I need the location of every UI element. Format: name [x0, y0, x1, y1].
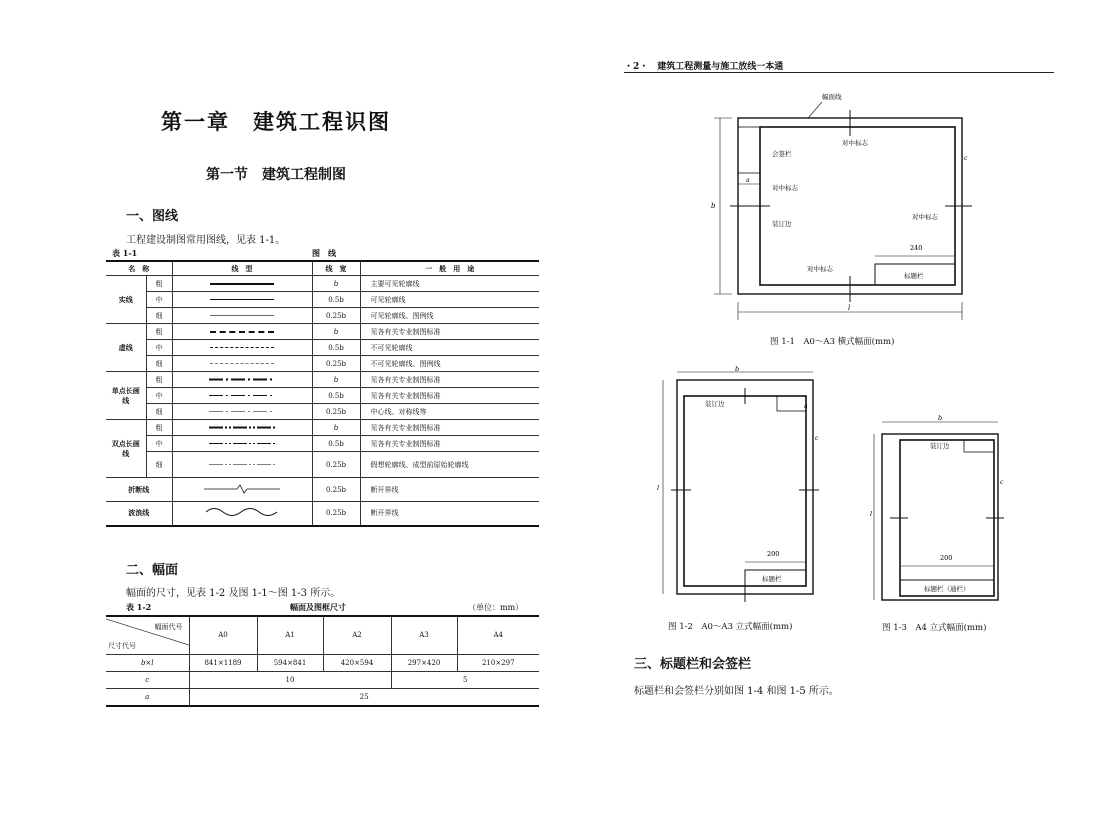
- table2-caption-id: 表 1-2: [126, 602, 152, 612]
- width-cell: 0.25b: [312, 502, 360, 526]
- right-page: [552, 0, 1104, 821]
- use-cell: 见各有关专业制图标准: [360, 436, 539, 452]
- solid-thick-line: [210, 283, 274, 285]
- use-cell: 主要可见轮廓线: [360, 276, 539, 292]
- width-cell: b: [312, 276, 360, 292]
- figure-1-1-caption: 图 1-1 A0～A3 横式幅面(mm): [770, 337, 895, 347]
- table1-caption-title: 图 线: [312, 248, 336, 258]
- solid-thin-line: [210, 315, 274, 316]
- c-value-a: 10: [189, 671, 391, 688]
- a-value: 25: [189, 688, 539, 706]
- running-head-rule: [624, 72, 1054, 73]
- section-title: 第一节 建筑工程制图: [206, 167, 346, 183]
- width-cell: 0.5b: [312, 292, 360, 308]
- row-label: c: [106, 671, 189, 688]
- use-cell: 不可见轮廓线: [360, 340, 539, 356]
- table-row: [106, 420, 539, 436]
- double-dash-dot-medium-line: [209, 441, 275, 446]
- group-name: 虚线: [106, 324, 146, 372]
- line-sample-cell: [172, 452, 312, 478]
- table-row: [106, 292, 539, 308]
- single-row-name: 折断线: [106, 478, 172, 502]
- figure-1-3-a4-sheet: [870, 408, 1010, 608]
- line-sample-cell: [172, 340, 312, 356]
- figure-1-3-caption: 图 1-3 A4 立式幅面(mm): [882, 623, 987, 633]
- sym-c: c: [1000, 479, 1004, 486]
- heading-biaotilan: 三、标题栏和会签栏: [634, 657, 752, 672]
- weight-cell: 粗: [146, 324, 172, 340]
- para-tuxian: 工程建设制图常用图线，见表 1-1。: [126, 235, 286, 246]
- width-cell: 0.25b: [312, 452, 360, 478]
- size-cell: 420×594: [323, 654, 391, 671]
- table2-corner-cell: [106, 616, 189, 654]
- width-cell: 0.25b: [312, 404, 360, 420]
- line-sample-cell: [172, 388, 312, 404]
- sym-b: b: [711, 202, 716, 210]
- weight-cell: 细: [146, 452, 172, 478]
- dashed-thick-line: [210, 331, 274, 333]
- sym-b: b: [938, 414, 943, 422]
- use-cell: 中心线、对称线等: [360, 404, 539, 420]
- line-sample-cell: [172, 356, 312, 372]
- dash-dot-thick-line: [209, 377, 275, 382]
- table-row: [106, 478, 539, 502]
- label-zhuangdingbian: 装订边: [772, 220, 792, 228]
- table-line-types: [106, 260, 539, 527]
- table-row: [106, 452, 539, 478]
- width-cell: 0.5b: [312, 388, 360, 404]
- sym-l: l: [848, 304, 851, 312]
- line-sample-cell: [172, 308, 312, 324]
- para-biaotilan: 标题栏和会签栏分别如图 1-4 和图 1-5 所示。: [634, 686, 839, 697]
- sym-a: a: [746, 177, 750, 184]
- width-cell: 0.5b: [312, 340, 360, 356]
- sym-b: b: [735, 366, 740, 373]
- table1-header: 线 型: [172, 261, 312, 276]
- use-cell: 见各有关专业制图标准: [360, 420, 539, 436]
- width-cell: b: [312, 372, 360, 388]
- width-cell: 0.25b: [312, 308, 360, 324]
- label-zhuangdingbian: 装订边: [930, 442, 950, 450]
- weight-cell: 细: [146, 404, 172, 420]
- table-row: [106, 372, 539, 388]
- weight-cell: 细: [146, 308, 172, 324]
- table-row: [106, 388, 539, 404]
- weight-cell: 中: [146, 292, 172, 308]
- use-cell: 见各有关专业制图标准: [360, 372, 539, 388]
- table-row: [106, 276, 539, 292]
- use-cell: 假想轮廓线、成型前原始轮廓线: [360, 452, 539, 478]
- use-cell: 见各有关专业制图标准: [360, 324, 539, 340]
- wave-line-symbol: [204, 505, 280, 519]
- group-name: 双点长画线: [106, 420, 146, 478]
- corner-bottom-label: 尺寸代号: [108, 641, 136, 650]
- label-duizhong-top: 对中标志: [842, 139, 868, 147]
- label-duizhong-left: 对中标志: [772, 184, 798, 192]
- sym-c: c: [964, 155, 968, 162]
- para-fumian: 幅面的尺寸，见表 1-2 及图 1-1～图 1-3 所示。: [126, 588, 341, 599]
- heading-tuxian: 一、图线: [126, 209, 179, 224]
- double-dash-dot-thin-line: [209, 462, 275, 467]
- figure-1-2-portrait-sheet: [657, 366, 827, 608]
- size-cell: 297×420: [391, 654, 457, 671]
- row-label: a: [106, 688, 189, 706]
- dashed-medium-line: [210, 347, 274, 348]
- dash-dot-thin-line: [209, 409, 275, 414]
- weight-cell: 粗: [146, 420, 172, 436]
- break-line-symbol: [204, 483, 280, 495]
- double-dash-dot-thick-line: [209, 425, 275, 430]
- single-row-name: 波浪线: [106, 502, 172, 526]
- table2-caption-unit: （单位：mm）: [468, 603, 524, 612]
- width-cell: b: [312, 420, 360, 436]
- line-sample-cell: [172, 404, 312, 420]
- c-value-b: 5: [391, 671, 539, 688]
- table-row: [106, 654, 539, 671]
- table-row: [106, 340, 539, 356]
- line-sample-cell: [172, 478, 312, 502]
- figure-1-1-landscape-sheet: [702, 88, 972, 328]
- running-head: ・2・ 建筑工程测量与施工放线一本通: [624, 62, 784, 72]
- weight-cell: 细: [146, 356, 172, 372]
- line-sample-cell: [172, 420, 312, 436]
- solid-medium-line: [210, 299, 274, 300]
- dash-dot-medium-line: [209, 393, 275, 398]
- table-row: [106, 324, 539, 340]
- use-cell: 可见轮廓线、图例线: [360, 308, 539, 324]
- table2-header: A1: [257, 616, 323, 654]
- size-cell: 210×297: [457, 654, 539, 671]
- table1-header: 名 称: [106, 261, 172, 276]
- table2-header: A2: [323, 616, 391, 654]
- width-cell: 0.25b: [312, 356, 360, 372]
- label-zhuangdingbian: 装订边: [705, 400, 725, 408]
- width-cell: 0.25b: [312, 478, 360, 502]
- line-sample-cell: [172, 292, 312, 308]
- weight-cell: 中: [146, 436, 172, 452]
- heading-fumian: 二、幅面: [126, 563, 179, 578]
- line-sample-cell: [172, 324, 312, 340]
- table-row: [106, 688, 539, 706]
- dashed-thin-line: [210, 363, 274, 364]
- dim-240: 240: [910, 244, 923, 252]
- row-label: b×l: [106, 654, 189, 671]
- use-cell: 不可见轮廓线、图例线: [360, 356, 539, 372]
- size-cell: 594×841: [257, 654, 323, 671]
- table1-header-row: [106, 261, 539, 276]
- table-row: [106, 404, 539, 420]
- line-sample-cell: [172, 276, 312, 292]
- table-row: [106, 436, 539, 452]
- table-row: [106, 502, 539, 526]
- weight-cell: 中: [146, 340, 172, 356]
- table1-caption-id: 表 1-1: [112, 248, 138, 258]
- use-cell: 断开界线: [360, 502, 539, 526]
- sym-a: a: [804, 403, 808, 410]
- use-cell: 见各有关专业制图标准: [360, 388, 539, 404]
- figure-1-2-caption: 图 1-2 A0～A3 立式幅面(mm): [668, 622, 793, 632]
- table-row: [106, 671, 539, 688]
- line-sample-cell: [172, 372, 312, 388]
- label-duizhong-bottom: 对中标志: [807, 265, 833, 273]
- table-row: [106, 356, 539, 372]
- label-biaotilan: 标题栏: [904, 272, 924, 280]
- table-paper-sizes: [106, 615, 539, 707]
- table2-header: A0: [189, 616, 257, 654]
- sym-l: l: [657, 484, 660, 492]
- table2-header: A3: [391, 616, 457, 654]
- sym-c: c: [815, 435, 819, 442]
- table1-header: 线 宽: [312, 261, 360, 276]
- corner-top-label: 幅面代号: [154, 623, 183, 631]
- use-cell: 断开界线: [360, 478, 539, 502]
- size-cell: 841×1189: [189, 654, 257, 671]
- weight-cell: 粗: [146, 276, 172, 292]
- label-fumianxian: 幅面线: [822, 93, 842, 101]
- use-cell: 可见轮廓线: [360, 292, 539, 308]
- table2-header: A4: [457, 616, 539, 654]
- weight-cell: 粗: [146, 372, 172, 388]
- width-cell: b: [312, 324, 360, 340]
- dim-200: 200: [767, 550, 780, 558]
- label-biaotilan-full: 标题栏（通栏）: [924, 585, 970, 593]
- table2-caption-title: 幅面及图框尺寸: [290, 602, 346, 612]
- table1-header: 一 般 用 途: [360, 261, 539, 276]
- line-sample-cell: [172, 436, 312, 452]
- weight-cell: 中: [146, 388, 172, 404]
- label-huiqianlan: 会签栏: [772, 150, 792, 158]
- chapter-title: 第一章 建筑工程识图: [161, 109, 391, 134]
- line-sample-cell: [172, 502, 312, 526]
- group-name: 单点长画线: [106, 372, 146, 420]
- table2-header-row: [106, 616, 539, 654]
- dim-200: 200: [940, 554, 953, 562]
- sym-l: l: [870, 510, 873, 518]
- label-duizhong-right: 对中标志: [912, 213, 938, 221]
- table-row: [106, 308, 539, 324]
- label-biaotilan: 标题栏: [762, 575, 782, 583]
- group-name: 实线: [106, 276, 146, 324]
- width-cell: 0.5b: [312, 436, 360, 452]
